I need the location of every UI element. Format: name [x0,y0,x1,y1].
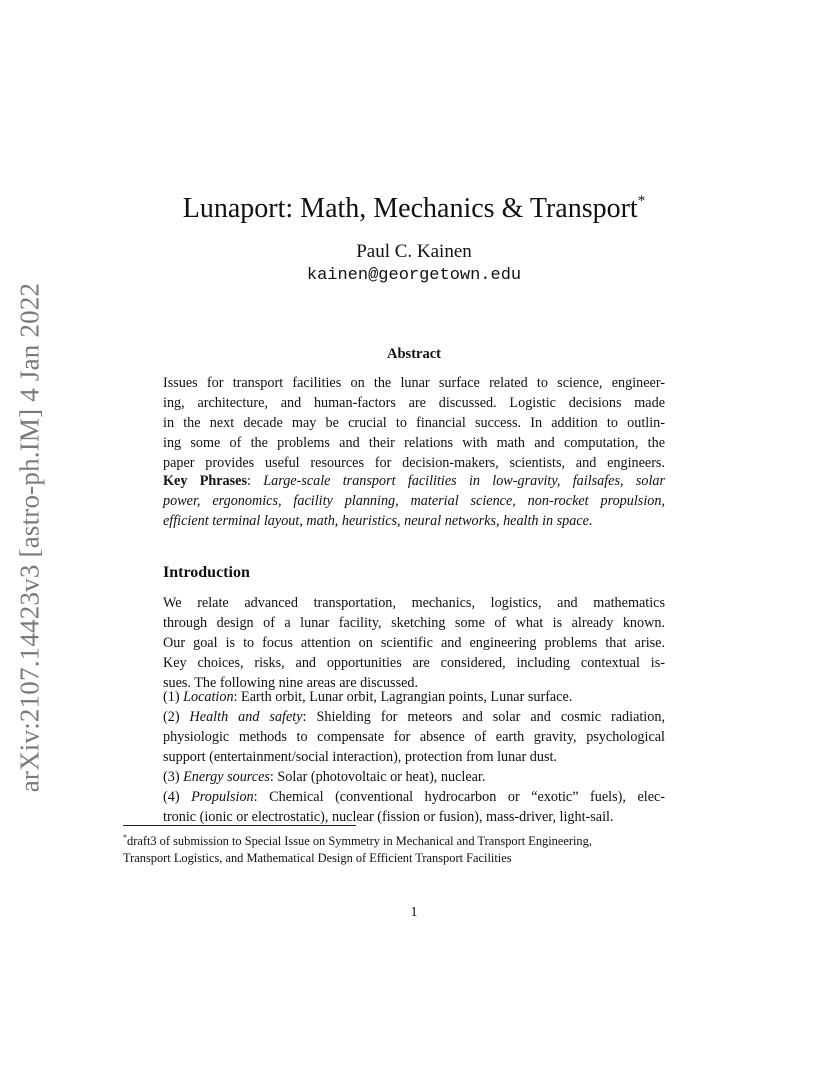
footnote-line [123,829,713,850]
introduction-heading: Introduction [163,564,250,581]
item-label: Location [183,689,234,705]
footnote-rule [123,825,356,826]
arxiv-identifier: arXiv:2107.14423v3 [astro-ph.IM] 4 Jan 2022 [14,282,45,792]
list-item-continuation: support (entertainment/social interaction), protection from lunar dust. [163,749,557,765]
item-text: : Shielding for meteors and solar and cosmic radiation, [302,709,665,725]
abstract-heading: Abstract [387,346,441,362]
footnote [123,829,713,867]
paper-title-text: Lunaport: Math, Mechanics & Transport [182,193,638,224]
abstract-body [163,373,665,473]
key-phrases-label: Key Phrases [163,473,247,489]
introduction-paragraph [163,593,665,693]
page-number: 1 [410,905,418,920]
key-phrases-text: power, ergonomics, facility planning, material science, non-rocket propulsion, [163,493,665,509]
key-phrases [163,471,665,531]
item-label: Energy sources [183,769,270,785]
abstract-line: paper provides useful resources for decision-makers, scientists, and engineers. [163,455,665,471]
abstract-line: in the next decade may be crucial to financial success. In addition to outlin- [163,415,665,431]
abstract-line: ing some of the problems and their relations with math and computation, the [163,435,665,451]
paragraph-line: Our goal is to focus attention on scientific and engineering problems that arise. [163,635,665,651]
list-item [163,707,665,727]
item-number: (4) [163,789,180,805]
item-number: (3) [163,769,180,785]
item-text: : Chemical (conventional hydrocarbon or “exotic” fuels), elec- [253,789,666,805]
paragraph-line: We relate advanced transportation, mechanics, logistics, and mathematics [163,595,665,611]
item-text: : Solar (photovoltaic or heat), nuclear. [269,769,486,785]
key-phrases-text: Large-scale transport facilities in low-gravity, failsafes, solar [263,473,665,489]
paragraph-line: through design of a lunar facility, sketching some of what is already known. [163,615,665,631]
key-phrases-line [163,511,665,531]
list-item-continuation: tronic (ionic or electrostatic), nuclear (fission or fusion), mass-driver, light-sail. [163,809,614,825]
abstract-line: ing, architecture, and human-factors are discussed. Logistic decisions made [163,395,665,411]
paper-title [0,183,828,227]
paragraph-line: sues. The following nine areas are discussed. [163,675,419,691]
abstract-line: Issues for transport facilities on the lunar surface related to science, engineer- [163,375,665,391]
item-label: Propulsion [191,789,254,805]
key-phrases-line [163,491,665,511]
item-number: (1) [163,689,180,705]
title-footnote-mark: * [637,193,646,209]
footnote-text: draft3 of submission to Special Issue on Symmetry in Mechanical and Transport Engineering, [127,834,592,848]
footnote-mark: * [123,833,127,842]
list-item [163,687,665,707]
list-item [163,767,665,787]
paragraph-line: Key choices, risks, and opportunities are considered, including contextual is- [163,655,665,671]
key-phrases-text: efficient terminal layout, math, heuristics, neural networks, health in space. [163,513,593,529]
footnote-line: Transport Logistics, and Mathematical Design of Efficient Transport Facilities [123,851,512,865]
item-number: (2) [163,709,180,725]
list-item [163,787,665,807]
topic-list [163,687,665,827]
author-email: kainen@georgetown.edu [306,266,522,285]
item-label: Health and safety [189,709,303,725]
item-text: : Earth orbit, Lunar orbit, Lagrangian points, Lunar surface. [233,689,573,705]
author-name: Paul C. Kainen [356,241,472,262]
list-item-continuation: physiologic methods to compensate for absence of earth gravity, psychological [163,729,665,745]
key-phrases-line: Key Phrases: Large-scale transport facilities in low-gravity, failsafes, solar [163,473,665,489]
